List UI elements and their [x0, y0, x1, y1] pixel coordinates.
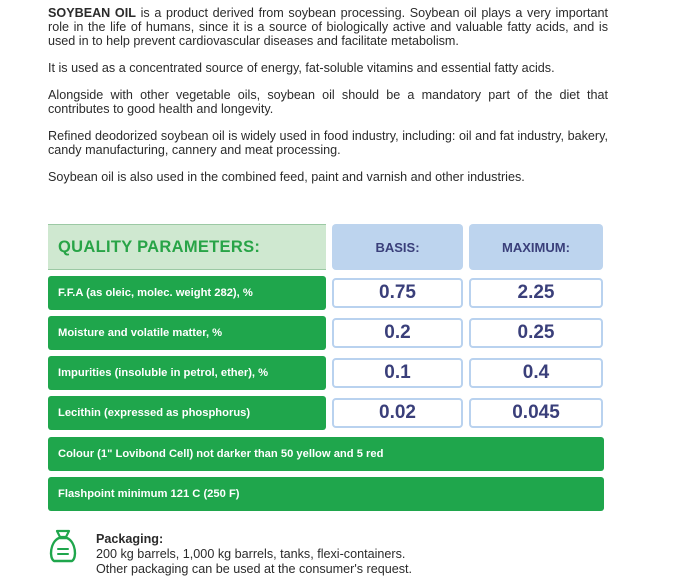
product-name: SOYBEAN OIL	[48, 6, 136, 20]
table-row	[48, 276, 604, 310]
maximum-value: 0.25	[469, 318, 603, 348]
intro-paragraph-4: Refined deodorized soybean oil is widely used in food industry, including: oil and fat industry, bakery, candy manufacturing, cannery and meat processing.	[48, 129, 608, 157]
parameter-label: F.F.A (as oleic, molec. weight 282), %	[48, 276, 326, 310]
colour-requirement-row: Colour (1" Lovibond Cell) not darker than 50 yellow and 5 red	[48, 437, 604, 471]
basis-value: 0.02	[332, 398, 463, 428]
intro-paragraph-5: Soybean oil is also used in the combined feed, paint and varnish and other industries.	[48, 170, 525, 184]
flashpoint-requirement-row: Flashpoint minimum 121 C (250 F)	[48, 477, 604, 511]
parameter-label: Moisture and volatile matter, %	[48, 316, 326, 350]
packaging-heading: Packaging:	[96, 532, 164, 546]
maximum-column-header: MAXIMUM:	[469, 224, 603, 270]
packaging-line-1: 200 kg barrels, 1,000 kg barrels, tanks, flexi-containers.	[96, 547, 406, 561]
parameter-label: Impurities (insoluble in petrol, ether), %	[48, 356, 326, 390]
packaging-info	[96, 532, 616, 577]
basis-value: 0.2	[332, 318, 463, 348]
maximum-value: 0.4	[469, 358, 603, 388]
intro-paragraph-1	[48, 6, 608, 48]
table-row	[48, 396, 604, 430]
table-row	[48, 356, 604, 390]
intro-text	[48, 6, 608, 184]
maximum-value: 2.25	[469, 278, 603, 308]
parameter-label: Lecithin (expressed as phosphorus)	[48, 396, 326, 430]
basis-column-header: BASIS:	[332, 224, 463, 270]
table-row	[48, 316, 604, 350]
packaging-line-2: Other packaging can be used at the consumer's request.	[96, 562, 413, 576]
intro-paragraph-2: It is used as a concentrated source of energy, fat-soluble vitamins and essential fatty acids.	[48, 61, 555, 75]
intro-paragraph-1-text: is a product derived from soybean processing. Soybean oil plays a very important role in the life of humans, since it is a source of biologically active and valuable fatty acids, and is used in to help prevent cardiovascular diseases and facilitate metabolism.	[48, 6, 608, 48]
sack-icon	[48, 528, 78, 564]
basis-value: 0.1	[332, 358, 463, 388]
intro-paragraph-3: Alongside with other vegetable oils, soybean oil should be a mandatory part of the diet that contributes to good health and longevity.	[48, 88, 608, 116]
basis-value: 0.75	[332, 278, 463, 308]
maximum-value: 0.045	[469, 398, 603, 428]
table-title: QUALITY PARAMETERS:	[48, 224, 326, 270]
